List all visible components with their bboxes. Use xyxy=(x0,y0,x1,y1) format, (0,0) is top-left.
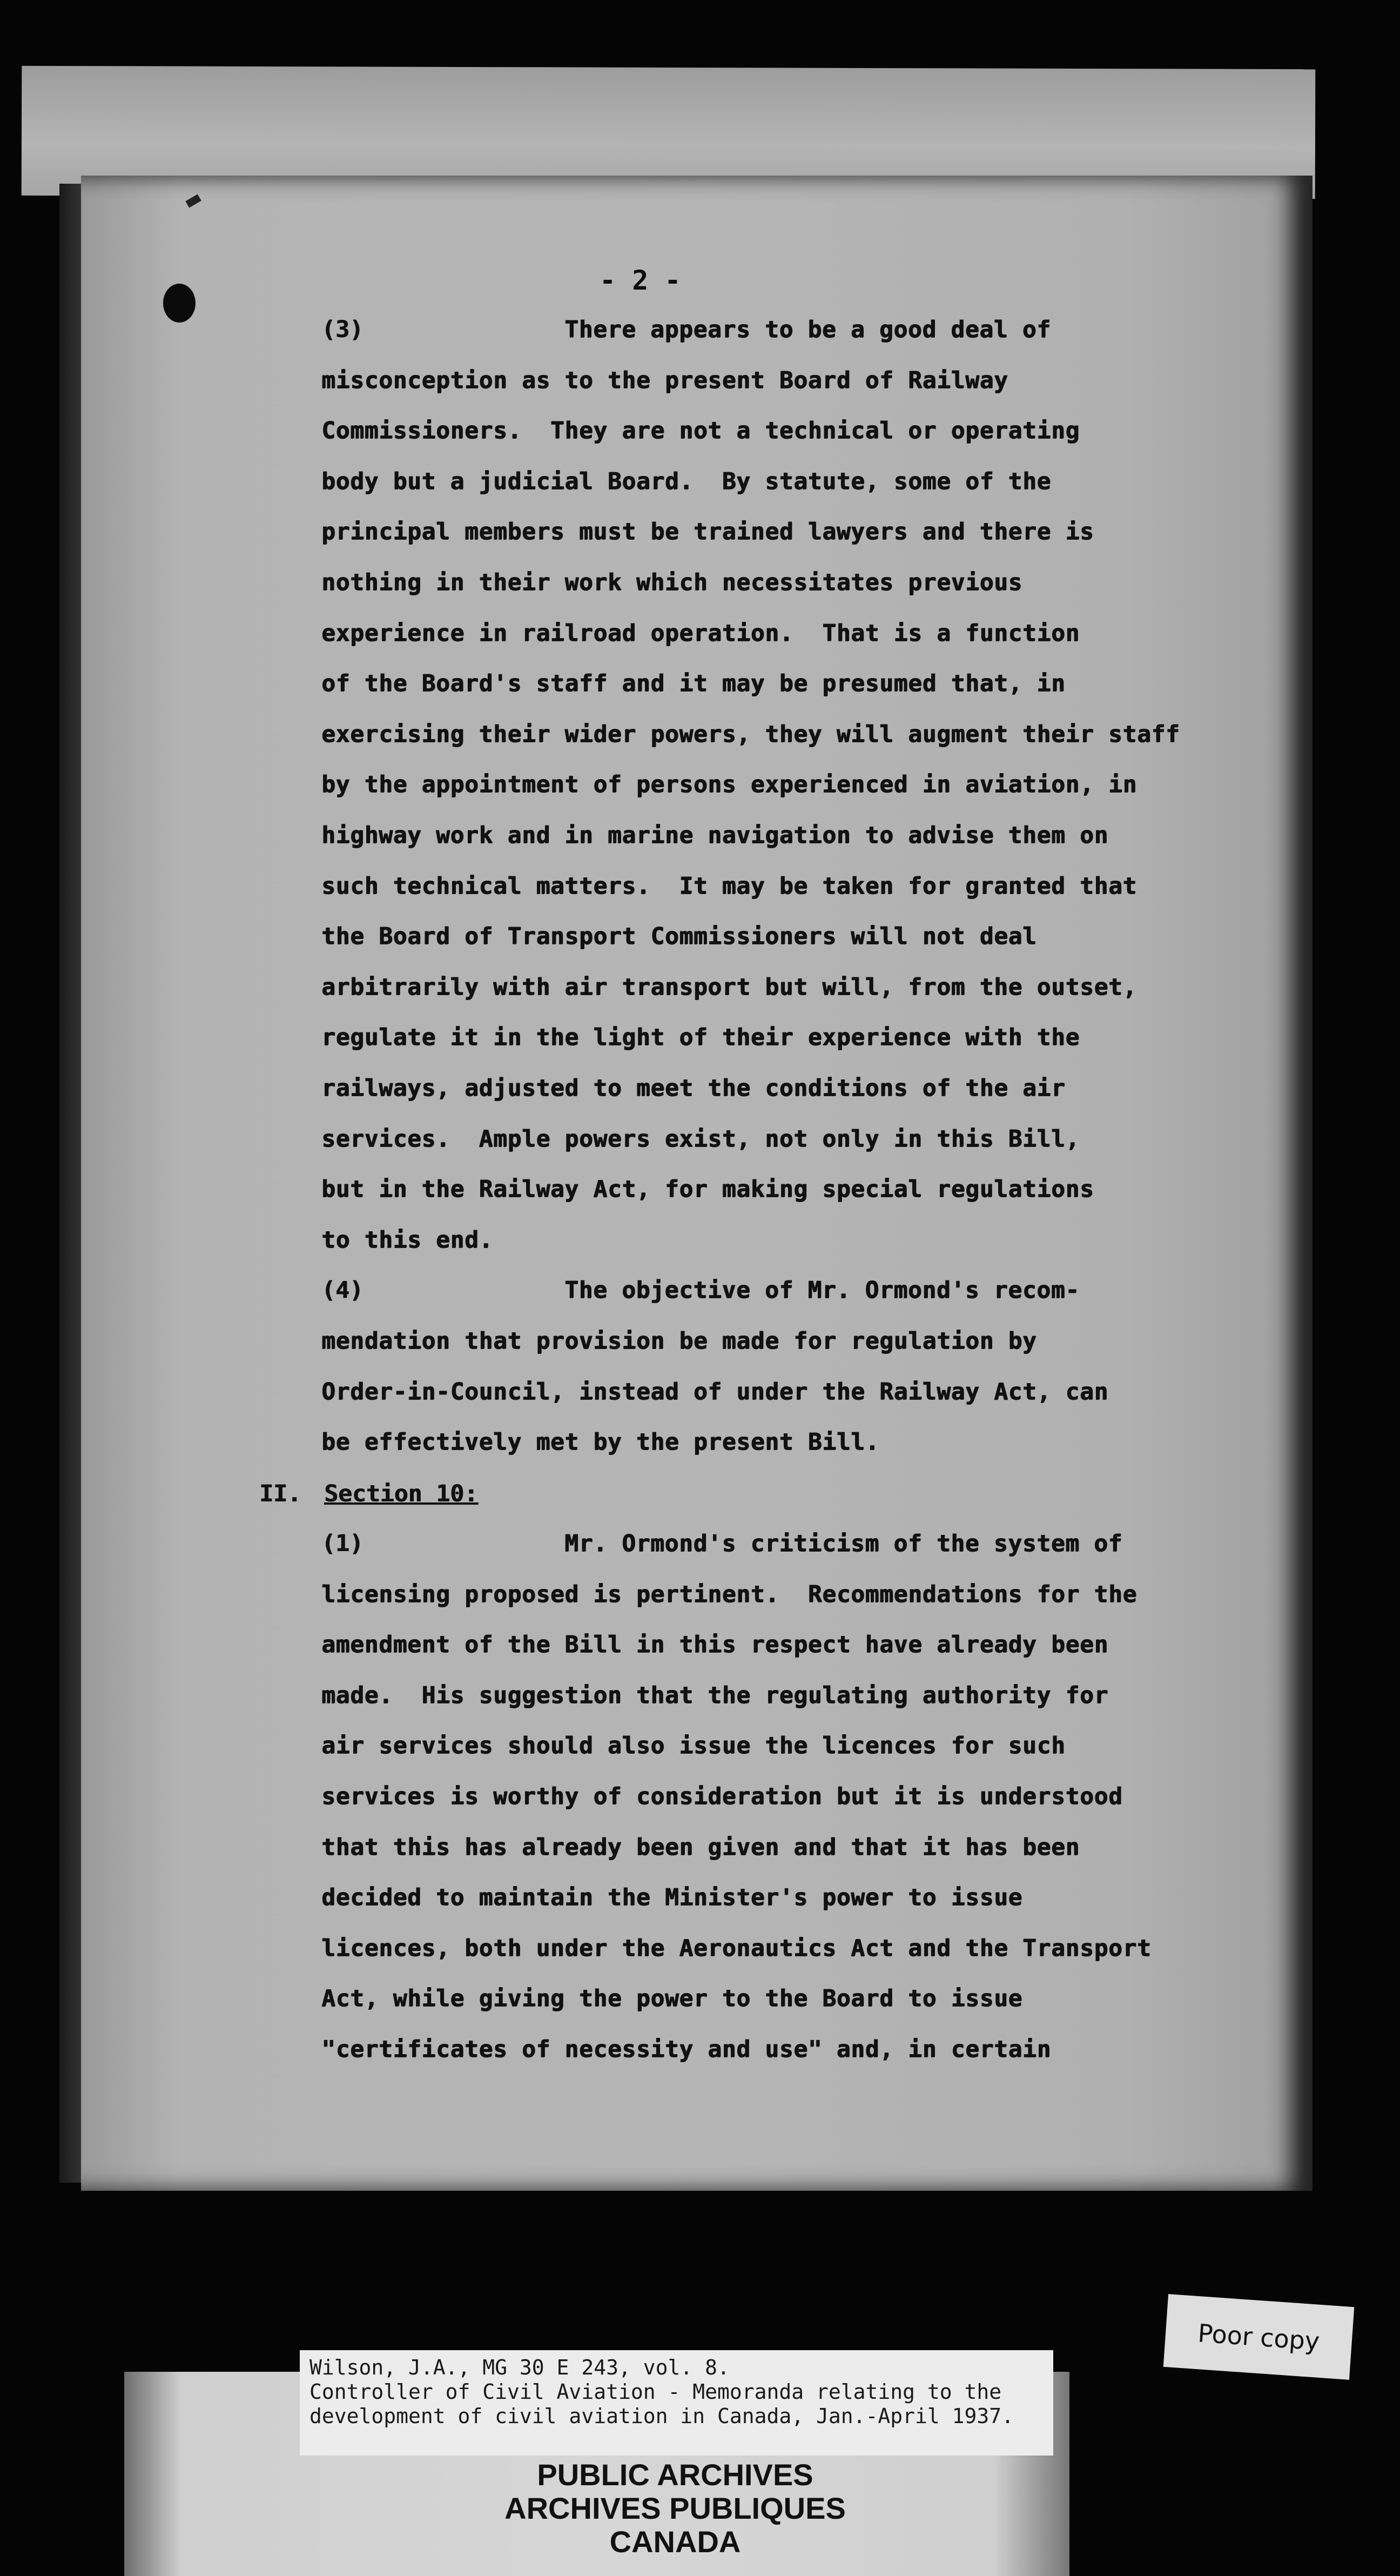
archive-label-line: PUBLIC ARCHIVES xyxy=(537,2458,813,2492)
paragraph-marker: (4) xyxy=(321,1277,364,1304)
text-line: There appears to be a good deal of xyxy=(564,316,1051,343)
text-line: exercising their wider powers, they will augment their staff xyxy=(321,720,1180,748)
text-line: services. Ample powers exist, not only in this Bill, xyxy=(321,1125,1080,1152)
text-line: amendment of the Bill in this respect have already been xyxy=(321,1631,1108,1659)
text-line: arbitrarily with air transport but will, from the outset, xyxy=(321,973,1137,1001)
text-line: services is worthy of consideration but it is understood xyxy=(321,1783,1123,1810)
text-line: made. His suggestion that the regulating authority for xyxy=(321,1681,1108,1709)
text-line: licences, both under the Aeronautics Act and the Transport xyxy=(321,1934,1152,1962)
section-heading: Section 10: xyxy=(324,1480,478,1507)
text-line: to this end. xyxy=(321,1226,493,1253)
text-line: but in the Railway Act, for making special regulations xyxy=(321,1176,1094,1203)
poor-copy-note xyxy=(1163,2294,1355,2380)
text-line: be effectively met by the present Bill. xyxy=(321,1428,880,1456)
text-line: by the appointment of persons experienced in aviation, in xyxy=(321,771,1137,799)
text-line: that this has already been given and that it has been xyxy=(321,1833,1080,1861)
text-line: principal members must be trained lawyers and there is xyxy=(321,518,1094,546)
archive-reference-box xyxy=(300,2350,1053,2456)
reference-line: Controller of Civil Aviation - Memoranda relating to the xyxy=(309,2380,1002,2404)
reference-line: Wilson, J.A., MG 30 E 243, vol. 8. xyxy=(309,2356,730,2379)
section-number: II. xyxy=(259,1480,301,1507)
text-line: Mr. Ormond's criticism of the system of xyxy=(564,1530,1123,1557)
text-line: such technical matters. It may be taken for granted that xyxy=(321,872,1137,900)
text-line: experience in railroad operation. That is a function xyxy=(321,619,1080,647)
text-line: air services should also issue the licences for such xyxy=(321,1732,1066,1760)
text-line: railways, adjusted to meet the conditions of the air xyxy=(321,1075,1066,1102)
archive-label-line: ARCHIVES PUBLIQUES xyxy=(504,2491,846,2525)
text-line: licensing proposed is pertinent. Recommendations for the xyxy=(321,1580,1137,1608)
page-number: - 2 - xyxy=(600,265,681,296)
text-line: regulate it in the light of their experience with the xyxy=(321,1024,1080,1051)
archive-stamp xyxy=(459,2458,891,2559)
text-line: mendation that provision be made for regulation by xyxy=(321,1327,1037,1354)
paragraph-marker: (3) xyxy=(321,316,364,343)
text-line: highway work and in marine navigation to advise them on xyxy=(321,822,1108,849)
text-line: Order-in-Council, instead of under the Railway Act, can xyxy=(321,1378,1108,1405)
text-line: The objective of Mr. Ormond's recom- xyxy=(564,1277,1080,1304)
punch-hole xyxy=(163,284,196,323)
text-line: the Board of Transport Commissioners will not deal xyxy=(321,923,1037,950)
text-line: "certificates of necessity and use" and, in certain xyxy=(321,2036,1051,2063)
text-line: Commissioners. They are not a technical or operating xyxy=(321,417,1080,445)
text-line: body but a judicial Board. By statute, some of the xyxy=(321,467,1051,495)
reference-line: development of civil aviation in Canada, Jan.-April 1937. xyxy=(309,2404,1014,2428)
text-line: nothing in their work which necessitates previous xyxy=(321,569,1022,596)
text-line: Act, while giving the power to the Board to issue xyxy=(321,1985,1022,2013)
paragraph-marker: (1) xyxy=(321,1530,364,1557)
text-line: of the Board's staff and it may be presumed that, in xyxy=(321,670,1066,697)
text-line: misconception as to the present Board of Railway xyxy=(321,366,1008,394)
archive-label-line: CANADA xyxy=(609,2525,741,2559)
text-line: decided to maintain the Minister's power to issue xyxy=(321,1884,1022,1911)
poor-copy-text: Poor copy xyxy=(1197,2318,1321,2356)
